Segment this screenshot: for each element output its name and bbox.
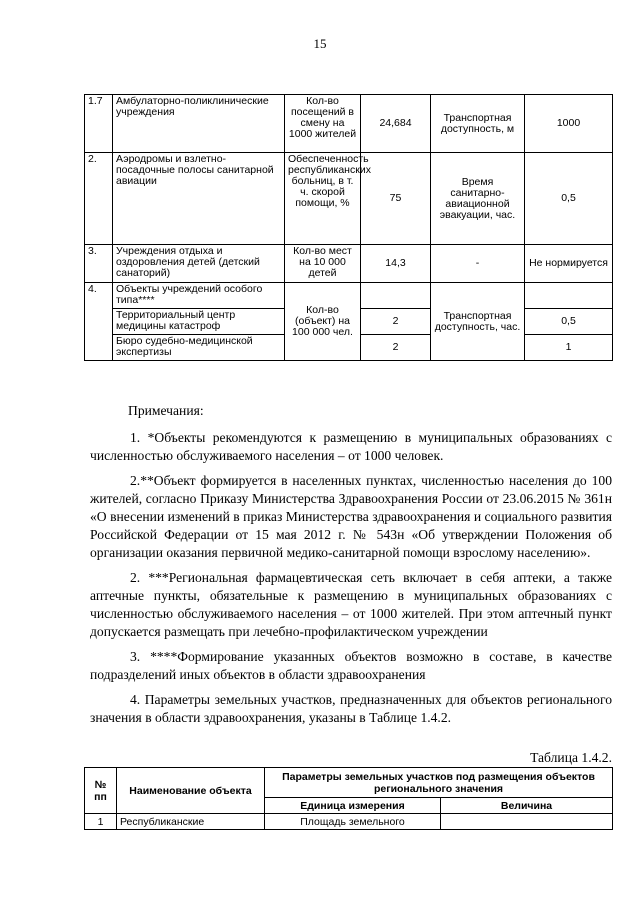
limit-cell: Не нормируется: [525, 245, 613, 283]
value-cell: 75: [361, 153, 431, 245]
row-number: 2.: [85, 153, 113, 245]
table-row: [85, 814, 613, 830]
criterion-cell: Транспортная доступность, час.: [431, 283, 525, 361]
value-cell: [441, 814, 613, 830]
unit-cell: Площадь земельного: [265, 814, 441, 830]
header-value: Величина: [441, 798, 613, 814]
header-unit: Единица измерения: [265, 798, 441, 814]
criterion-cell: Время санитарно-авиационной эвакуации, час.: [431, 153, 525, 245]
value-cell: 2: [361, 335, 431, 361]
facility-name: Амбулаторно-поликлинические учреждения: [113, 95, 285, 153]
note-3: 2. ***Региональная фармацевтическая сеть включает в себя аптеки, а также аптечные пункты, обязательные к размещению в муниципальных образованиях с численностью обслуживаемого населения – от 1000 жителей. При этом аптечный пункт допускается размещать при лечебно-профилактическом учреждении: [90, 570, 612, 639]
limit-cell: 0,5: [525, 309, 613, 335]
facility-name: Бюро судебно-медицинской экспертизы: [113, 335, 285, 361]
unit-cell: Обеспеченность республиканских больниц, в т. ч. скорой помощи, %: [285, 153, 361, 245]
notes-section: [90, 402, 612, 734]
table-row: [85, 153, 613, 245]
table-caption: Таблица 1.4.2.: [530, 750, 612, 765]
notes-title: Примечания:: [128, 403, 204, 418]
unit-cell: Кол-во (объект) на 100 000 чел.: [285, 283, 361, 361]
unit-cell: Кол-во мест на 10 000 детей: [285, 245, 361, 283]
row-number: 3.: [85, 245, 113, 283]
limit-cell: 1: [525, 335, 613, 361]
value-cell: 14,3: [361, 245, 431, 283]
value-cell: [361, 283, 431, 309]
limit-cell: 1000: [525, 95, 613, 153]
table-row: [85, 283, 613, 309]
facilities-table: [84, 94, 613, 361]
land-parameters-table: [84, 767, 613, 830]
limit-cell: 0,5: [525, 153, 613, 245]
header-parameters: Параметры земельных участков под размещения объектов регионального значения: [265, 768, 613, 798]
note-2: 2.**Объект формируется в населенных пунктах, численностью населения до 100 жителей, согласно Приказу Министерства Здравоохранения России от 23.06.2015 № 361н «О внесении изменений в приказ Министерства здравоохранения и социального развития Российской Федерации от 15 мая 2012 г. № 543н «Об утверждении Положения об организации оказания первичной медико-санитарной помощи взрослому населению».: [90, 473, 612, 560]
facility-name: Учреждения отдыха и оздоровления детей (детский санаторий): [113, 245, 285, 283]
note-1: 1. *Объекты рекомендуются к размещению в муниципальных образованиях с численностью обслуживаемого населения – от 1000 человек.: [90, 430, 612, 463]
criterion-cell: -: [431, 245, 525, 283]
value-cell: 2: [361, 309, 431, 335]
note-5: 4. Параметры земельных участков, предназначенных для объектов регионального значения в области здравоохранения, указаны в Таблице 1.4.2.: [90, 692, 612, 725]
limit-cell: [525, 283, 613, 309]
criterion-cell: Транспортная доступность, м: [431, 95, 525, 153]
table-row: [85, 245, 613, 283]
note-4: 3. ****Формирование указанных объектов возможно в составе, в качестве подразделений иных объектов в области здравоохранения: [90, 649, 612, 682]
value-cell: 24,684: [361, 95, 431, 153]
header-object-name: Наименование объекта: [117, 768, 265, 814]
header-number: № пп: [85, 768, 117, 814]
object-name: Республиканские: [117, 814, 265, 830]
facility-name: Объекты учреждений особого типа****: [113, 283, 285, 309]
unit-cell: Кол-во посещений в смену на 1000 жителей: [285, 95, 361, 153]
row-number: 1.7: [85, 95, 113, 153]
table-header-row: [85, 768, 613, 798]
page-number: 15: [313, 36, 327, 51]
facility-name: Территориальный центр медицины катастроф: [113, 309, 285, 335]
row-number: 1: [85, 814, 117, 830]
facility-name: Аэродромы и взлетно-посадочные полосы санитарной авиации: [113, 153, 285, 245]
table-row: [85, 95, 613, 153]
row-number: 4.: [85, 283, 113, 361]
